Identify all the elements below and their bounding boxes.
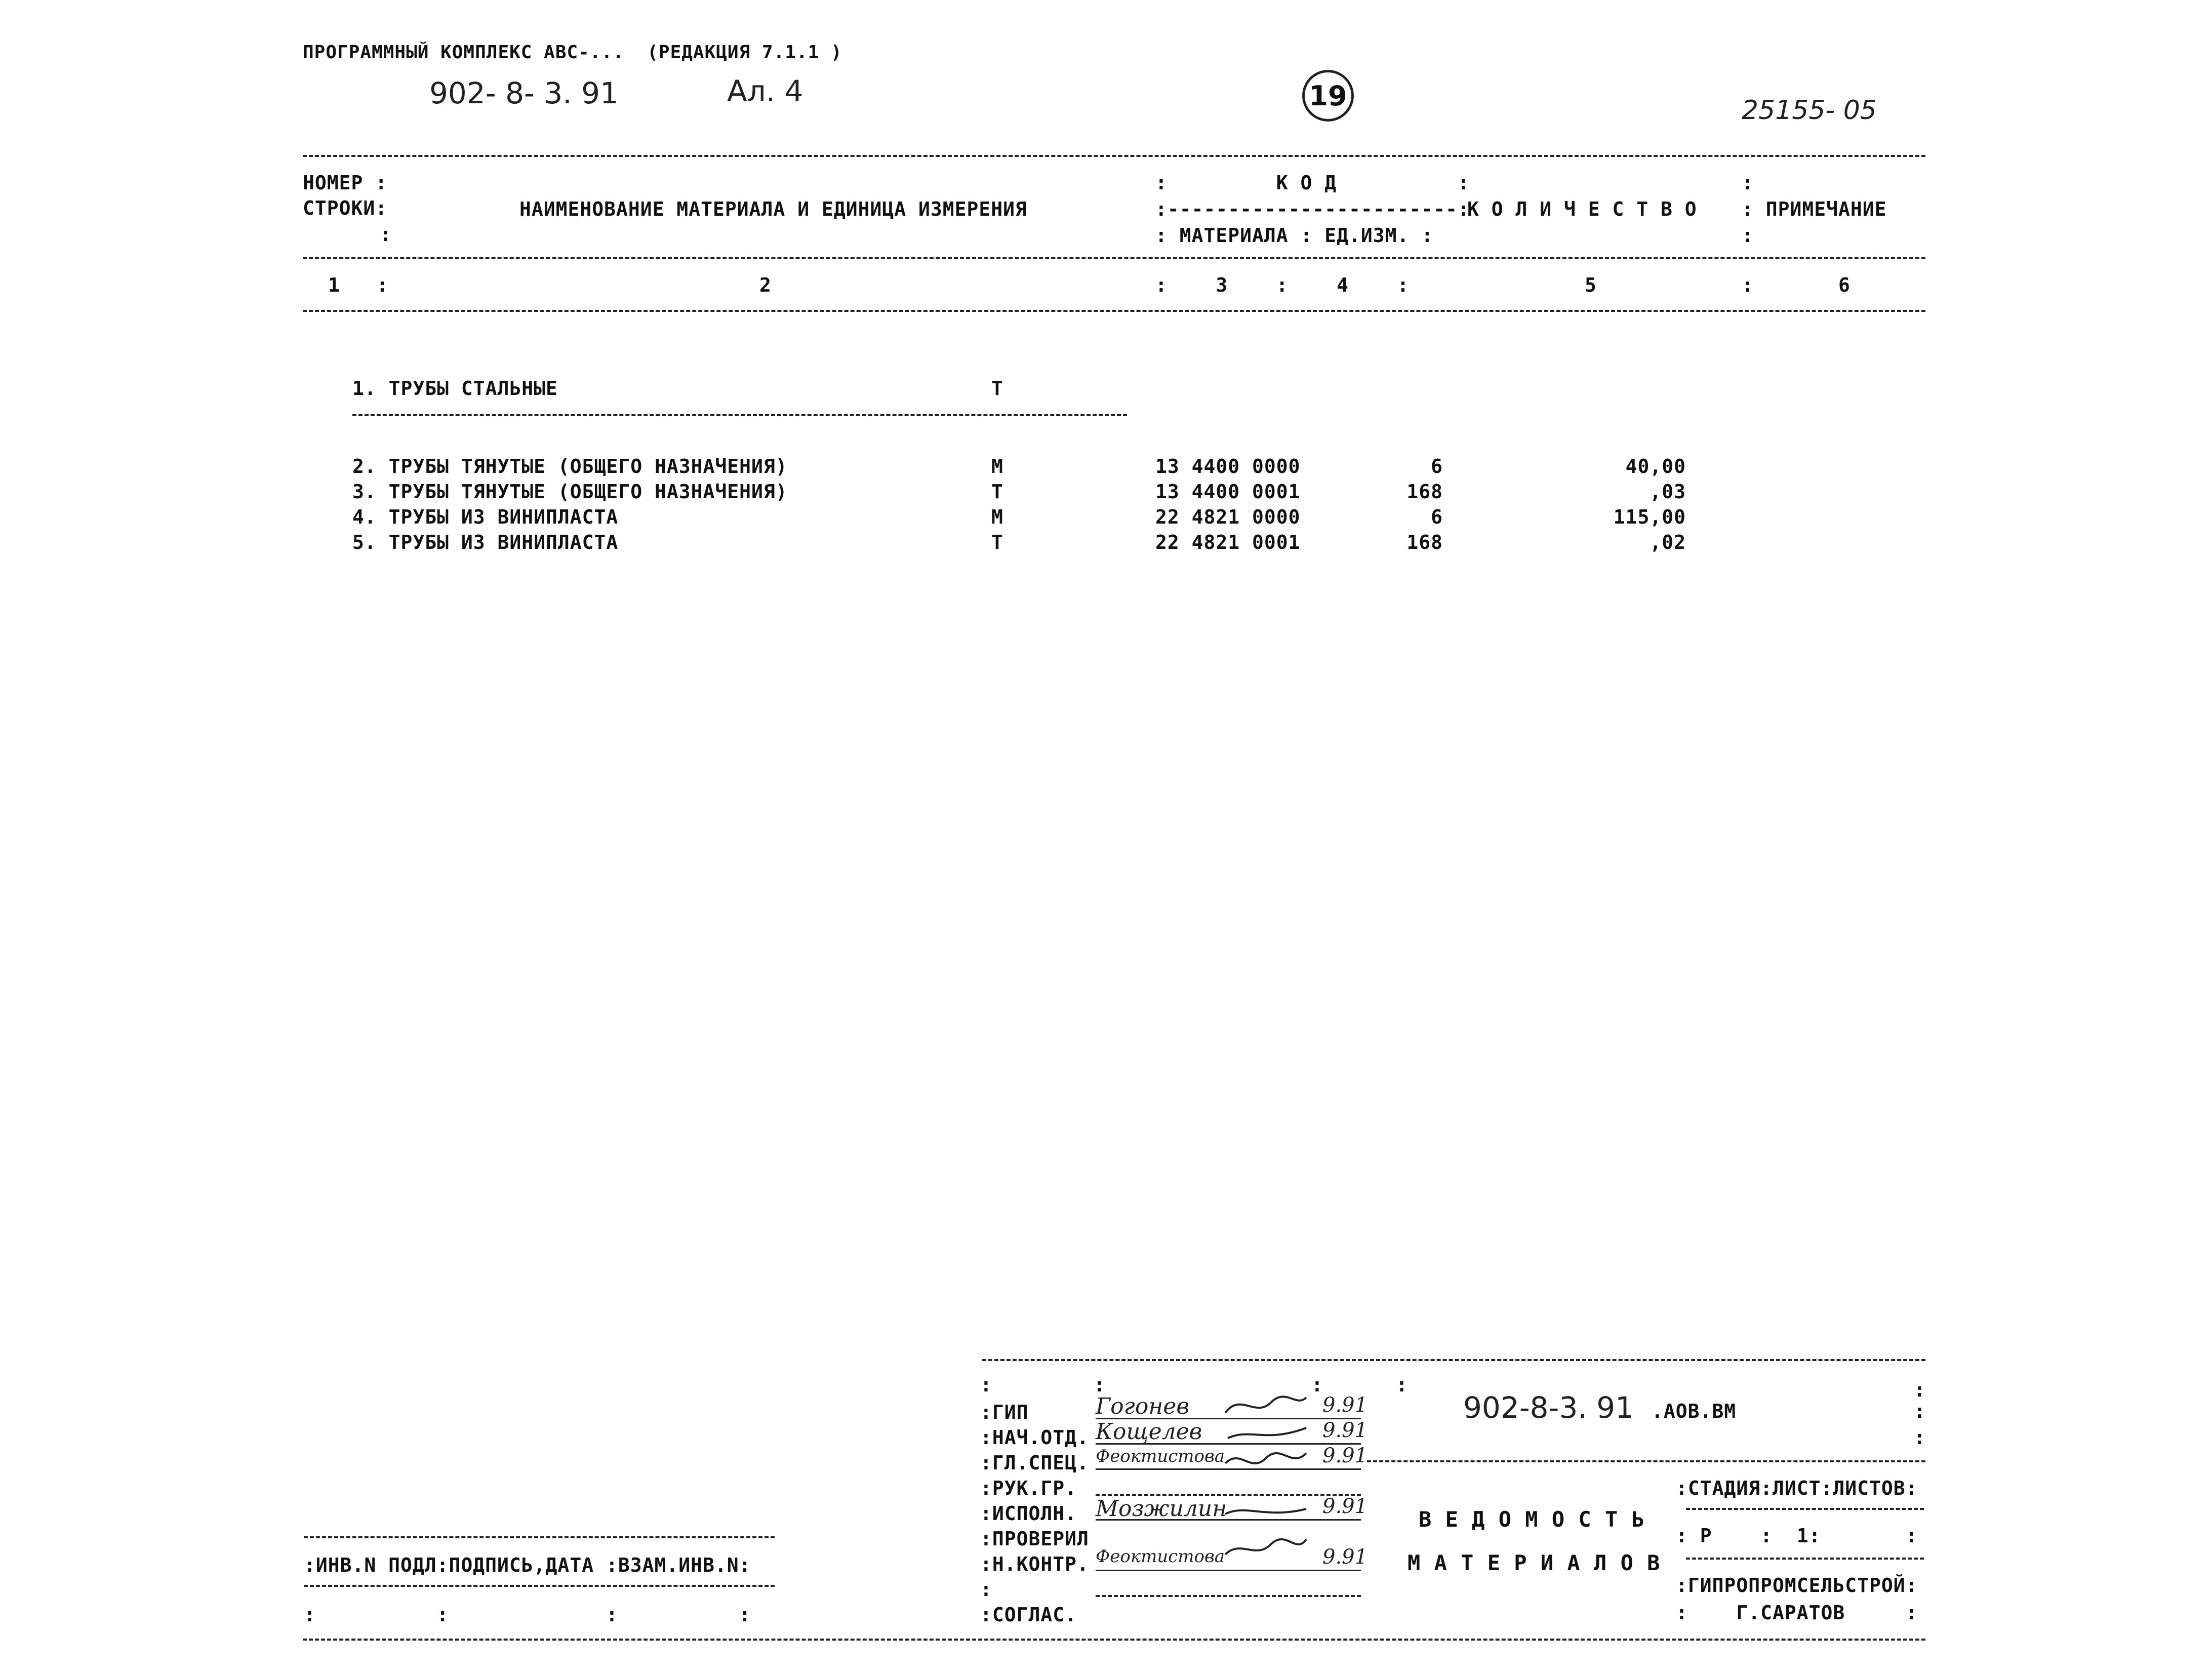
stage-header: :СТАДИЯ:ЛИСТ:ЛИСТОВ: — [1676, 1477, 1918, 1499]
signer-name: Феоктистова — [1096, 1446, 1225, 1466]
stamp-doc-suffix: .АОВ.ВМ — [1652, 1400, 1737, 1422]
sign-line — [1096, 1468, 1361, 1470]
stamp-role: : — [980, 1578, 992, 1601]
stamp-city: : Г.САРАТОВ : — [1676, 1602, 1918, 1624]
stamp-top-rule — [982, 1359, 1925, 1361]
table-row-code: 22 4821 0001 — [1155, 531, 1301, 553]
stamp-doc-code: 902-8-3. 91 — [1463, 1390, 1634, 1425]
col-rowno-header-1: НОМЕР : — [303, 172, 388, 194]
col-note-header-bot: : — [1742, 224, 1754, 247]
table-row-name: 3. ТРУБЫ ТЯНУТЫЕ (ОБЩЕГО НАЗНАЧЕНИЯ) — [352, 481, 788, 503]
left-stamp-labels: :ИНВ.N ПОДЛ:ПОДПИСЬ,ДАТА :ВЗАМ.ИНВ.N: — [304, 1554, 751, 1576]
sheet-number-circle — [1302, 70, 1354, 122]
stamp-org: :ГИПРОПРОМСЕЛЬСТРОЙ: — [1676, 1574, 1918, 1597]
stamp-colon: : — [1914, 1379, 1926, 1401]
sign-date: 9.91 — [1322, 1495, 1368, 1518]
col-num-6: : 6 — [1742, 274, 1851, 296]
table-row-unit-code: 168 — [1406, 481, 1443, 503]
table-row-code: 22 4821 0000 — [1155, 506, 1301, 528]
col-code-header-bot: : МАТЕРИАЛА : ЕД.ИЗМ. : — [1155, 224, 1434, 247]
header-bottom-rule — [303, 310, 1925, 312]
table-row-code: 13 4400 0001 — [1155, 481, 1301, 503]
col-note-header-top: : — [1742, 172, 1754, 194]
table-row-unit: Т — [991, 481, 1003, 503]
col-num-5: 5 — [1585, 274, 1597, 296]
left-stamp-mid-rule — [304, 1585, 775, 1587]
table-row-qty: 115,00 — [1613, 506, 1686, 528]
signer-name: Феоктистова — [1096, 1546, 1225, 1567]
table-row-unit-code: 168 — [1406, 531, 1443, 553]
stamp-colon: : — [1914, 1426, 1926, 1449]
col-num-2: 2 — [759, 274, 772, 296]
stamp-role: :СОГЛАС. — [980, 1604, 1077, 1626]
table-row-unit: М — [991, 455, 1003, 477]
stage-rule — [1686, 1508, 1924, 1510]
signature-marks — [1220, 1387, 1311, 1560]
sign-line — [1096, 1443, 1361, 1445]
sign-line — [1096, 1494, 1361, 1496]
col-num-1: 1 : — [328, 274, 389, 296]
stamp-role: :ГЛ.СПЕЦ. — [980, 1452, 1089, 1474]
stamp-role: :ПРОВЕРИЛ — [980, 1528, 1089, 1550]
stamp-colon: : — [1094, 1374, 1106, 1396]
signer-name: Мозжилин — [1096, 1496, 1227, 1522]
sign-date: 9.91 — [1322, 1419, 1368, 1442]
album-label: Ал. 4 — [727, 74, 803, 108]
section-label: 1. ТРУБЫ СТАЛЬНЫЕ — [352, 377, 558, 400]
doc-code: 902- 8- 3. 91 — [429, 76, 619, 110]
col-rowno-header-3: : — [380, 223, 392, 246]
sign-line — [1096, 1519, 1361, 1521]
table-row-qty: 40,00 — [1625, 455, 1686, 477]
signer-name: Кощелев — [1096, 1419, 1202, 1445]
table-row-qty: ,03 — [1650, 481, 1686, 503]
stamp-colon: : — [1914, 1400, 1926, 1422]
col-quantity-header: К О Л И Ч Е С Т В О — [1467, 198, 1697, 220]
sign-date: 9.91 — [1322, 1444, 1368, 1467]
stamp-role: :РУК.ГР. — [980, 1477, 1077, 1499]
col-name-header: НАИМЕНОВАНИЕ МАТЕРИАЛА И ЕДИНИЦА ИЗМЕРЕНИЯ — [519, 198, 1027, 220]
stage-values: : Р : 1: : — [1676, 1525, 1918, 1547]
section-unit: Т — [991, 377, 1003, 400]
archive-number: 25155- 05 — [1742, 95, 1877, 126]
program-line: ПРОГРАММНЫЙ КОМПЛЕКС АВС-... (РЕДАКЦИЯ 7.1.1 ) — [303, 42, 842, 63]
header-mid-rule — [303, 257, 1925, 259]
table-row-qty: ,02 — [1650, 531, 1686, 553]
sign-line — [1096, 1570, 1361, 1571]
stamp-title-2: М А Т Е Р И А Л О В — [1407, 1550, 1661, 1575]
stamp-role: :ИСПОЛН. — [980, 1502, 1077, 1525]
table-row-name: 5. ТРУБЫ ИЗ ВИНИПЛАСТА — [352, 531, 619, 553]
col-num-3-4: : 3 : 4 : — [1155, 274, 1410, 296]
left-stamp-empty: : : : : — [304, 1604, 751, 1626]
sign-date: 9.91 — [1322, 1545, 1368, 1569]
sheet-number: 19 — [1309, 79, 1347, 112]
sign-line — [1096, 1595, 1361, 1597]
signer-name: Гогонев — [1096, 1393, 1189, 1419]
stamp-colon: : : — [1311, 1374, 1409, 1396]
table-row-unit-code: 6 — [1431, 455, 1443, 477]
sign-date: 9.91 — [1322, 1393, 1368, 1417]
table-row-unit: М — [991, 506, 1003, 528]
table-row-name: 4. ТРУБЫ ИЗ ВИНИПЛАСТА — [352, 506, 619, 528]
table-row-unit: Т — [991, 531, 1003, 553]
stamp-role: :НАЧ.ОТД. — [980, 1426, 1089, 1449]
col-rowno-header-2: СТРОКИ: — [303, 197, 388, 219]
stamp-role: :ГИП — [980, 1401, 1029, 1423]
sign-line — [1096, 1418, 1361, 1419]
stamp-title-1: В Е Д О М О С Т Ь — [1419, 1507, 1645, 1532]
section-rule — [352, 414, 1127, 416]
col-code-header-mid: :------------------------: — [1155, 198, 1470, 220]
stamp-colon: : — [980, 1374, 992, 1396]
org-rule — [1686, 1558, 1924, 1560]
table-row-unit-code: 6 — [1431, 506, 1443, 528]
stamp-right-rule-1 — [1367, 1460, 1925, 1462]
table-top-rule — [303, 155, 1925, 157]
table-row-code: 13 4400 0000 — [1155, 455, 1301, 477]
left-stamp-top-rule — [304, 1536, 775, 1538]
col-note-header: : ПРИМЕЧАНИЕ — [1742, 198, 1887, 220]
page-bottom-rule — [303, 1639, 1925, 1641]
stamp-role: :Н.КОНТР. — [980, 1553, 1089, 1575]
col-code-header-top: : К О Д : — [1155, 172, 1470, 194]
table-row-name: 2. ТРУБЫ ТЯНУТЫЕ (ОБЩЕГО НАЗНАЧЕНИЯ) — [352, 455, 788, 477]
